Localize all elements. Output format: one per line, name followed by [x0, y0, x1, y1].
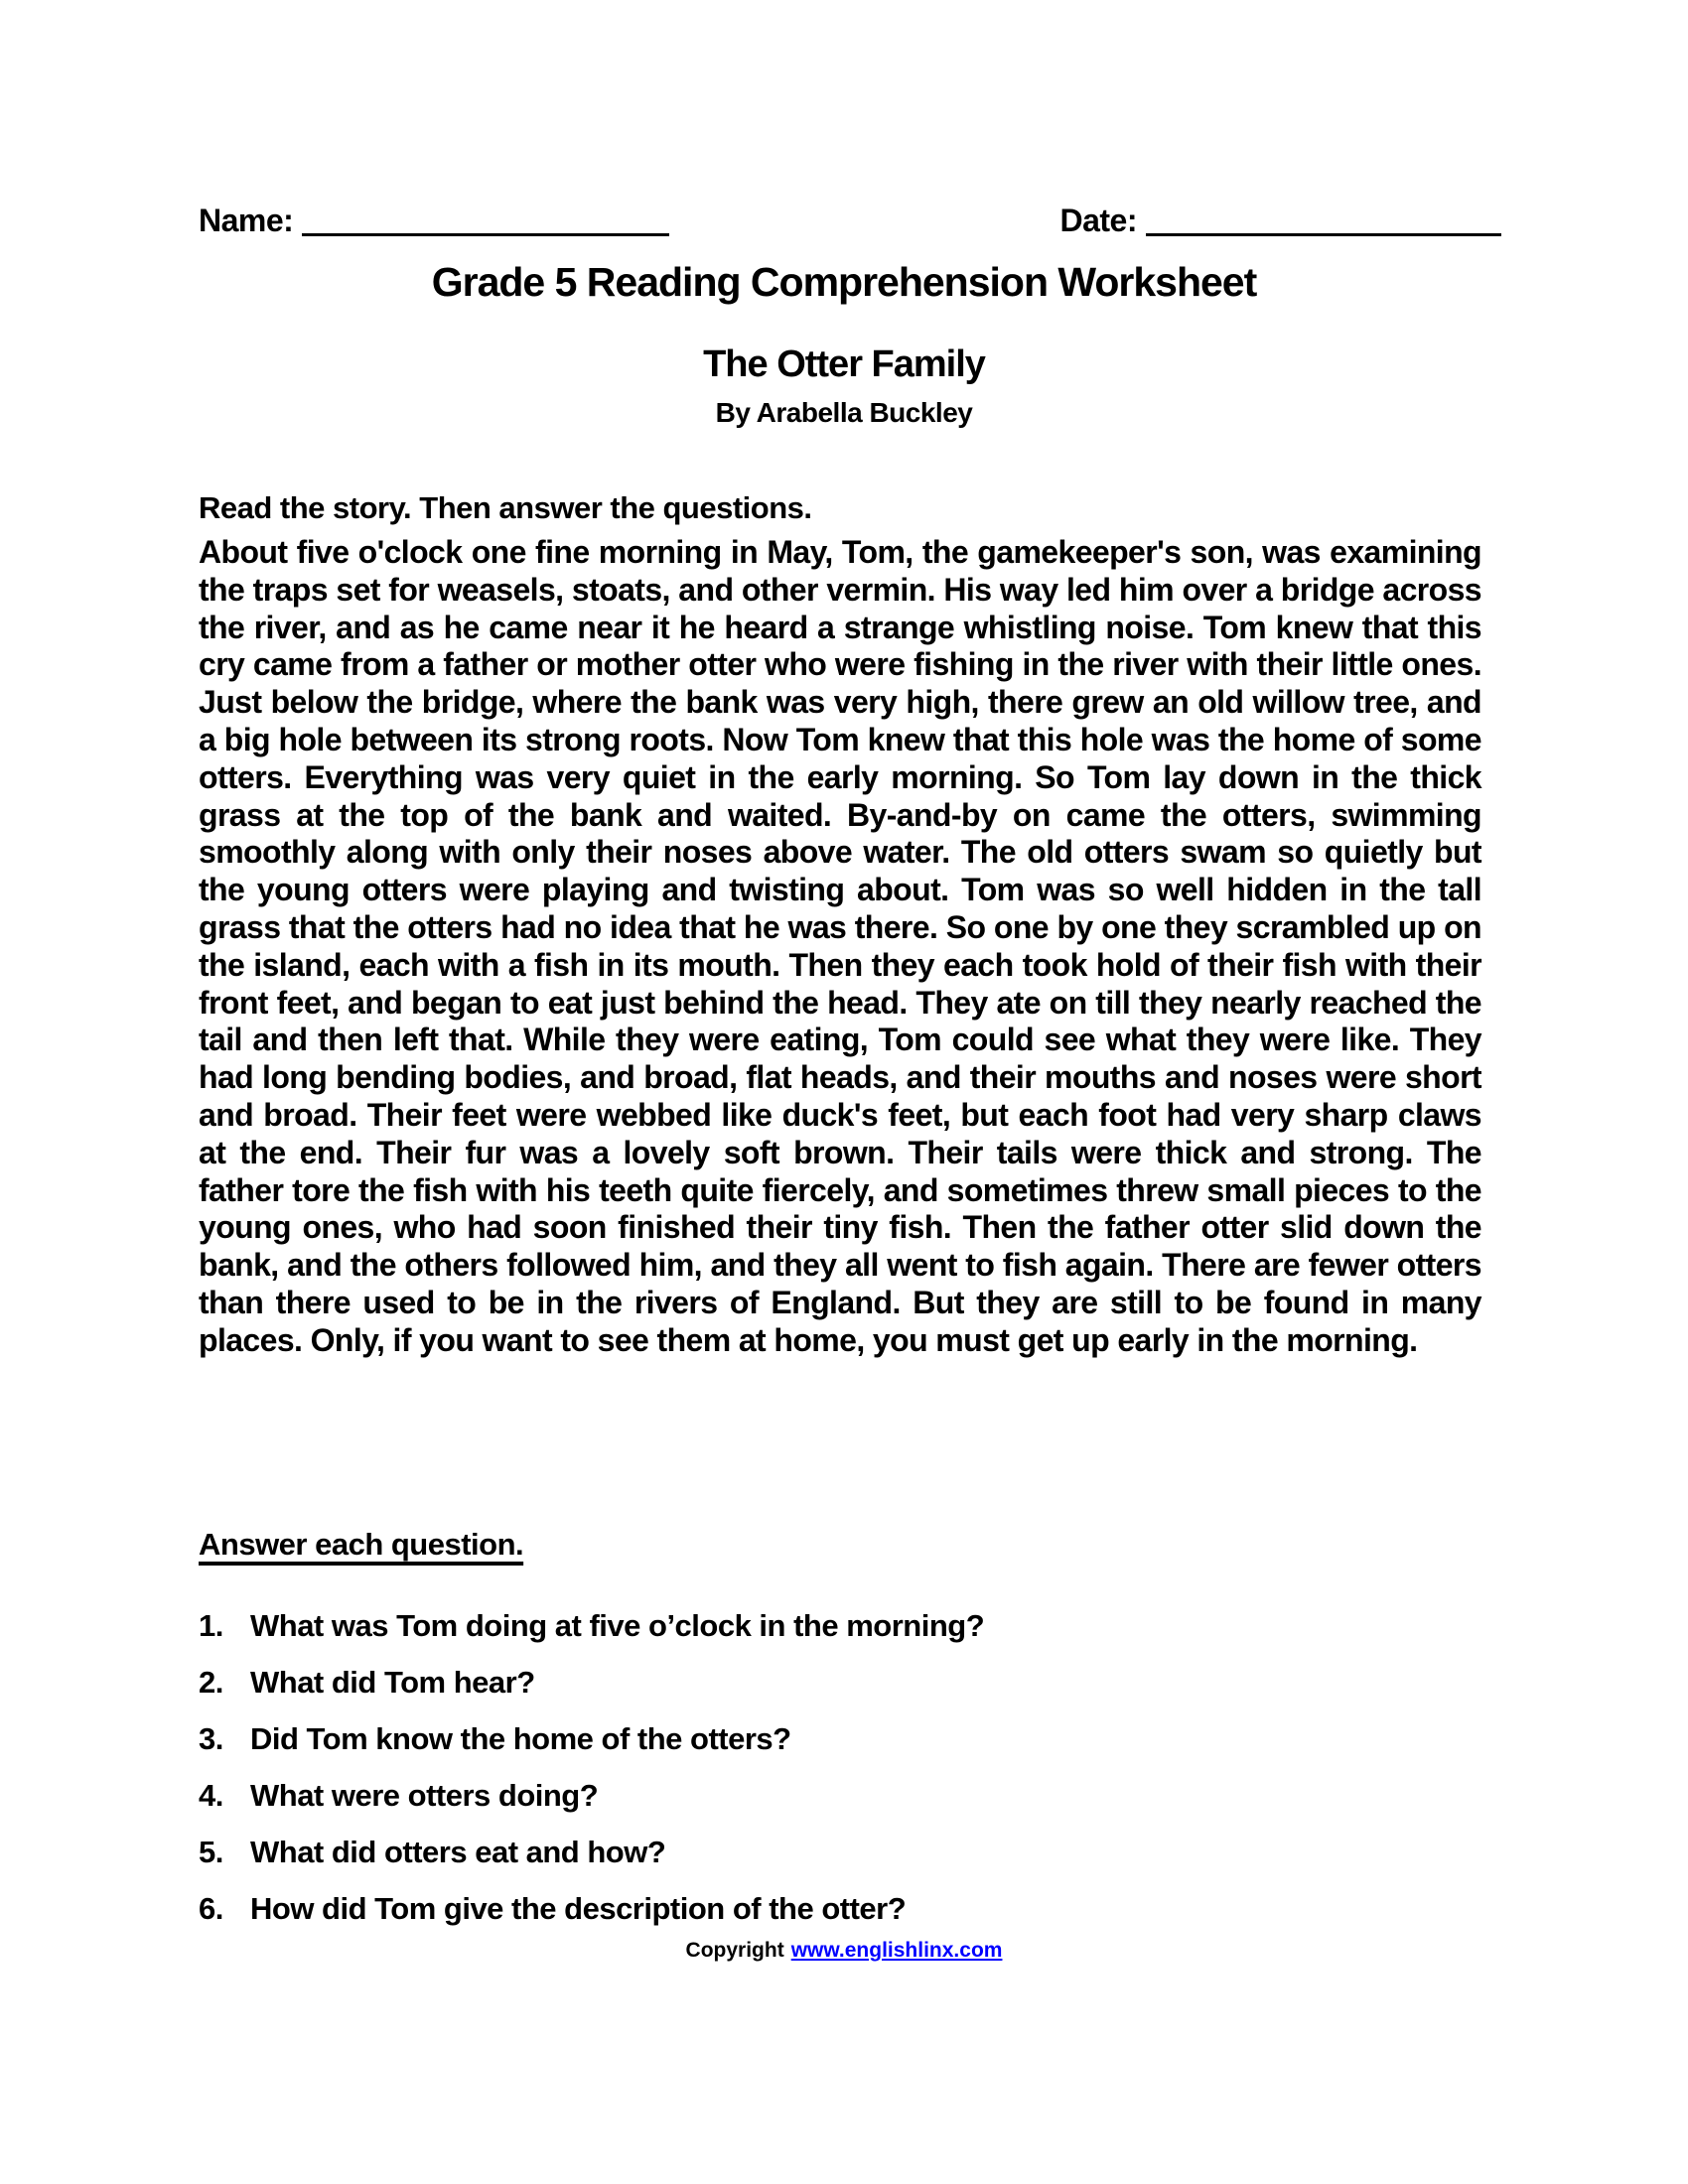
question-text: Did Tom know the home of the otters?: [250, 1721, 791, 1756]
question-number: 5.: [199, 1835, 223, 1869]
question-item-5: [199, 1835, 1489, 1870]
question-number: 3.: [199, 1721, 223, 1756]
date-field: [1059, 202, 1501, 239]
questions-list: [199, 1608, 1489, 1948]
question-number: 1.: [199, 1608, 223, 1643]
question-item-3: [199, 1721, 1489, 1757]
name-label: Name:: [199, 203, 294, 238]
question-item-6: [199, 1891, 1489, 1927]
question-item-2: [199, 1665, 1489, 1701]
englishlinx-link[interactable]: www.englishlinx.com: [790, 1939, 1003, 1962]
date-label: Date:: [1059, 203, 1137, 238]
question-text: What did Tom hear?: [250, 1665, 535, 1700]
name-blank-line: [302, 204, 669, 236]
story-title: The Otter Family: [703, 343, 985, 385]
question-number: 4.: [199, 1778, 223, 1813]
question-number: 6.: [199, 1891, 223, 1926]
story-instruction: Read the story. Then answer the questions.: [199, 490, 812, 525]
story-text: About five o'clock one fine morning in May, Tom, the gamekeeper's son, was examining the traps set for weasels, stoats, and other vermin. His way led him over a bridge across the river, and as he came near it he heard a strange whistling noise. Tom knew that this cry came from a father or mother otter who were fishing in the river with their little ones. Just below the bridge, where the bank was very high, there grew an old willow tree, and a big hole between its strong roots. Now Tom knew that this hole was the home of some otters. Everything was very quiet in the early morning. So Tom lay down in the thick grass at the top of the bank and waited. By-and-by on came the otters, swimming smoothly along with only their noses above water. The old otters swam so quietly but the young otters were playing and twisting about. Tom was so well hidden in the tall grass that the otters had no idea that he was there. So one by one they scrambled up on the island, each with a fish in its mouth. Then they each took hold of their fish with their front feet, and began to eat just behind the head. They ate on till they nearly reached the tail and then left that. While they were eating, Tom could see what they were like. They had long bending bodies, and broad, flat heads, and their mouths and noses were short and broad. Their feet were webbed like duck's feet, but each foot had very sharp claws at the end. Their fur was a lovely soft brown. Their tails were thick and strong. The father tore the fish with his teeth quite fiercely, and sometimes threw small pieces to the young ones, who had soon finished their tiny fish. Then the father otter slid down the bank, and the others followed him, and they all went to fish again. There are fewer otters than there used to be in the rivers of England. But they are still to be found in many places. Only, if you want to see them at home, you must get up early in the morning.: [199, 534, 1481, 1358]
copyright-label: Copyright: [685, 1939, 784, 1962]
worksheet-title: Grade 5 Reading Comprehension Worksheet: [431, 259, 1257, 305]
question-number: 2.: [199, 1665, 223, 1700]
question-text: What was Tom doing at five o’clock in the morning?: [250, 1608, 985, 1643]
date-blank-line: [1146, 204, 1501, 236]
question-text: What were otters doing?: [250, 1778, 599, 1813]
question-text: What did otters eat and how?: [250, 1835, 666, 1869]
story-byline: By Arabella Buckley: [715, 397, 973, 428]
question-text: How did Tom give the description of the otter?: [250, 1891, 907, 1926]
name-field: [199, 202, 669, 239]
question-item-1: [199, 1608, 1489, 1644]
header-fields-row: [199, 202, 1501, 239]
answer-section-heading: Answer each question.: [199, 1527, 524, 1562]
question-item-4: [199, 1778, 1489, 1814]
footer-copyright: [0, 1938, 1688, 1964]
